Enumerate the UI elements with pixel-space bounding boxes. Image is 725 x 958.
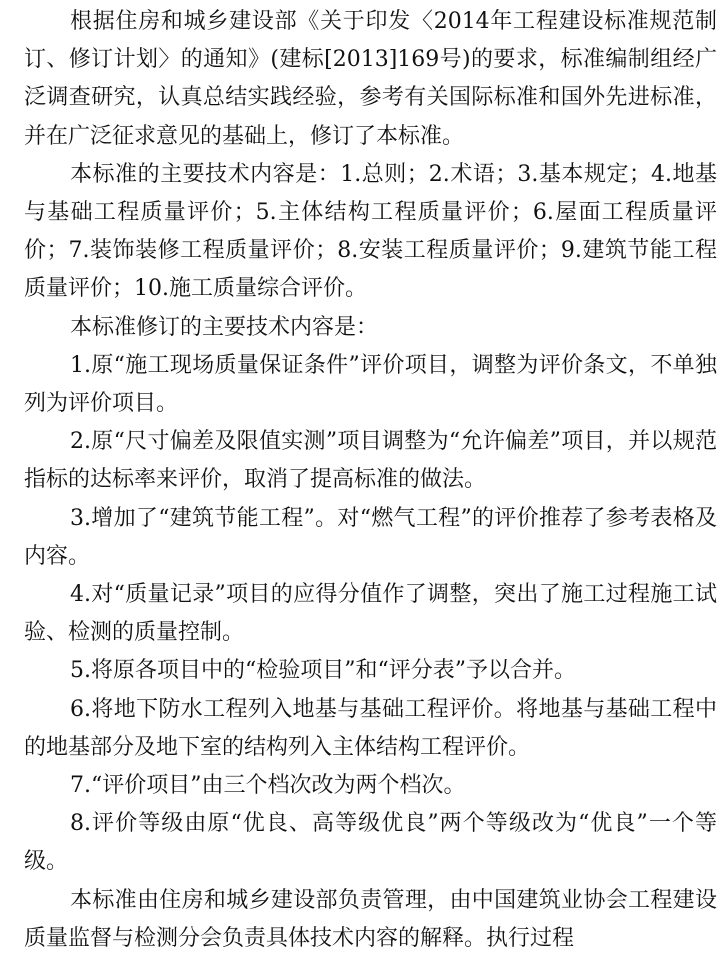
revision-item-1: 1.原“施工现场质量保证条件”评价项目，调整为评价条文，不单独列为评价项目。 [24,352,717,417]
revision-item-6: 6.将地下防水工程列入地基与基础工程评价。将地基与基础工程中的地基部分及地下室的结构列入主体结构工程评价。 [24,696,717,760]
paragraph-preamble: 根据住房和城乡建设部《关于印发〈2014年工程建设标准规范制订、修订计划〉的通知》(建标[2013]169号)的要求，标准编制组经广泛调查研究，认真总结实践经验，参考有关国际标准和国外先进标准，并在广泛征求意见的基础上，修订了本标准。 [24,9,717,149]
paragraph-main-contents: 本标准的主要技术内容是：1.总则；2.术语；3.基本规定；4.地基与基础工程质量评价；5.主体结构工程质量评价；6.屋面工程质量评价；7.装饰装修工程质量评价；8.安装工程质量评价；9.建筑节能工程质量评价；10.施工质量综合评价。 [24,161,717,302]
revision-item-7: 7.“评价项目”由三个档次改为两个档次。 [70,773,466,799]
revision-item-2: 2.原“尺寸偏差及限值实测”项目调整为“允许偏差”项目，并以规范指标的达标率来评价，取消了提高标准的做法。 [24,429,717,493]
revision-item-8: 8.评价等级由原“优良、高等级优良”两个等级改为“优良”一个等级。 [24,811,717,875]
revision-item-5: 5.将原各项目中的“检验项目”和“评分表”予以合并。 [70,658,576,684]
revision-item-3: 3.增加了“建筑节能工程”。对“燃气工程”的评价推荐了参考表格及内容。 [24,505,717,569]
paragraph-management: 本标准由住房和城乡建设部负责管理，由中国建筑业协会工程建设质量监督与检测分会负责具体技术内容的解释。执行过程 [24,887,717,951]
revision-item-4: 4.对“质量记录”项目的应得分值作了调整，突出了施工过程施工试验、检测的质量控制。 [24,582,717,646]
paragraph-revision-heading: 本标准修订的主要技术内容是： [70,314,379,340]
